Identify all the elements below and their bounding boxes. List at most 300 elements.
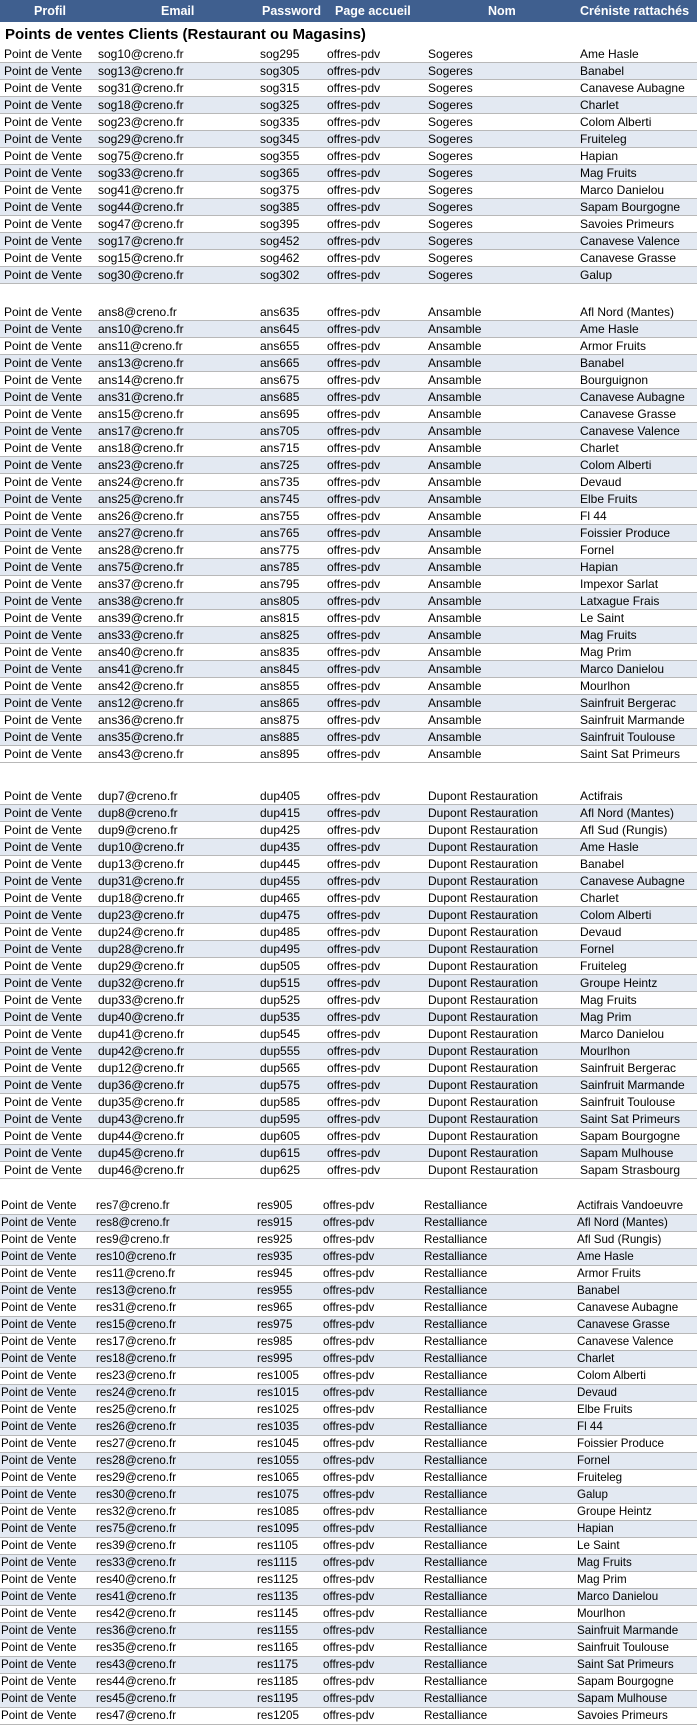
cell-email: res41@creno.fr	[96, 1590, 177, 1603]
cell-nom: Ansamble	[428, 560, 482, 574]
cell-password: res995	[257, 1352, 293, 1365]
cell-creniste: Mag Fruits	[577, 1556, 632, 1569]
cell-password: sog315	[260, 81, 300, 95]
cell-password: ans885	[260, 730, 300, 744]
cell-nom: Ansamble	[428, 713, 482, 727]
table-row	[0, 338, 697, 355]
cell-nom: Dupont Restauration	[428, 1163, 539, 1177]
cell-creniste: Savoies Primeurs	[580, 217, 675, 231]
cell-nom: Dupont Restauration	[428, 1095, 539, 1109]
cell-email: ans41@creno.fr	[98, 662, 184, 676]
cell-profil: Point de Vente	[4, 806, 83, 820]
cell-profil: Point de Vente	[1, 1386, 77, 1399]
table-row	[0, 267, 697, 284]
cell-password: res1065	[257, 1471, 299, 1484]
cell-page-accueil: offres-pdv	[327, 679, 381, 693]
table-row	[0, 440, 697, 457]
cell-password: ans775	[260, 543, 300, 557]
cell-nom: Restalliance	[424, 1539, 488, 1552]
cell-profil: Point de Vente	[4, 166, 83, 180]
cell-profil: Point de Vente	[1, 1505, 77, 1518]
cell-page-accueil: offres-pdv	[327, 407, 381, 421]
cell-email: dup8@creno.fr	[98, 806, 178, 820]
cell-page-accueil: offres-pdv	[323, 1505, 375, 1518]
table-row	[0, 182, 697, 199]
cell-profil: Point de Vente	[4, 628, 83, 642]
cell-page-accueil: offres-pdv	[327, 993, 381, 1007]
cell-nom: Sogeres	[428, 132, 473, 146]
cell-nom: Sogeres	[428, 234, 473, 248]
cell-page-accueil: offres-pdv	[323, 1454, 375, 1467]
cell-password: dup515	[260, 976, 301, 990]
table-row	[0, 627, 697, 644]
cell-creniste: Canavese Grasse	[580, 407, 677, 421]
cell-creniste: Mourlhon	[580, 679, 631, 693]
cell-profil: Point de Vente	[4, 1095, 83, 1109]
cell-email: res28@creno.fr	[96, 1454, 177, 1467]
table-row	[0, 958, 697, 975]
cell-page-accueil: offres-pdv	[327, 874, 381, 888]
cell-email: ans37@creno.fr	[98, 577, 184, 591]
table-row	[0, 80, 697, 97]
cell-page-accueil: offres-pdv	[327, 1061, 381, 1075]
cell-page-accueil: offres-pdv	[327, 305, 381, 319]
cell-profil: Point de Vente	[4, 560, 83, 574]
cell-page-accueil: offres-pdv	[323, 1386, 375, 1399]
column-header-bar	[0, 0, 697, 22]
cell-page-accueil: offres-pdv	[323, 1556, 375, 1569]
cell-password: dup485	[260, 925, 301, 939]
table-row	[0, 975, 697, 992]
cell-profil: Point de Vente	[4, 594, 83, 608]
cell-password: ans855	[260, 679, 300, 693]
cell-email: dup43@creno.fr	[98, 1112, 185, 1126]
cell-page-accueil: offres-pdv	[323, 1335, 375, 1348]
cell-nom: Ansamble	[428, 628, 482, 642]
table-row	[0, 525, 697, 542]
cell-nom: Ansamble	[428, 424, 482, 438]
table-row	[0, 890, 697, 907]
cell-password: dup555	[260, 1044, 301, 1058]
cell-password: ans825	[260, 628, 300, 642]
cell-creniste: Mag Fruits	[580, 993, 637, 1007]
cell-nom: Dupont Restauration	[428, 1027, 539, 1041]
table-row	[0, 941, 697, 958]
cell-nom: Ansamble	[428, 322, 482, 336]
cell-profil: Point de Vente	[4, 268, 83, 282]
cell-creniste: Canavese Grasse	[580, 251, 677, 265]
cell-nom: Dupont Restauration	[428, 806, 539, 820]
cell-nom: Dupont Restauration	[428, 1078, 539, 1092]
cell-email: res13@creno.fr	[96, 1284, 177, 1297]
table-row	[0, 1487, 697, 1504]
cell-profil: Point de Vente	[4, 509, 83, 523]
cell-profil: Point de Vente	[1, 1675, 77, 1688]
cell-creniste: Hapian	[580, 560, 619, 574]
cell-profil: Point de Vente	[1, 1692, 77, 1705]
cell-creniste: Sainfruit Marmande	[580, 1078, 685, 1092]
cell-nom: Ansamble	[428, 407, 482, 421]
cell-nom: Ansamble	[428, 679, 482, 693]
cell-nom: Ansamble	[428, 526, 482, 540]
cell-profil: Point de Vente	[4, 475, 83, 489]
cell-password: dup625	[260, 1163, 301, 1177]
cell-password: dup595	[260, 1112, 301, 1126]
cell-creniste: Sapam Strasbourg	[580, 1163, 681, 1177]
table-row	[0, 1111, 697, 1128]
cell-creniste: Canavese Aubagne	[580, 874, 685, 888]
cell-nom: Dupont Restauration	[428, 1061, 539, 1075]
cell-password: ans865	[260, 696, 300, 710]
cell-creniste: Mourlhon	[577, 1607, 626, 1620]
cell-creniste: Groupe Heintz	[580, 976, 658, 990]
cell-email: ans38@creno.fr	[98, 594, 184, 608]
table-row	[0, 250, 697, 267]
cell-nom: Sogeres	[428, 251, 473, 265]
table-row	[0, 746, 697, 763]
cell-password: res1195	[257, 1692, 299, 1705]
cell-creniste: Hapian	[580, 149, 619, 163]
table-row	[0, 423, 697, 440]
cell-creniste: Impexor Sarlat	[580, 577, 659, 591]
cell-password: res1125	[257, 1573, 299, 1586]
cell-password: dup575	[260, 1078, 301, 1092]
cell-password: res1135	[257, 1590, 299, 1603]
cell-email: res31@creno.fr	[96, 1301, 177, 1314]
cell-email: res15@creno.fr	[96, 1318, 177, 1331]
cell-password: res1035	[257, 1420, 299, 1433]
cell-email: res40@creno.fr	[96, 1573, 177, 1586]
cell-password: sog462	[260, 251, 300, 265]
cell-password: sog302	[260, 268, 300, 282]
cell-creniste: Afl Sud (Rungis)	[580, 823, 668, 837]
table-row	[0, 1606, 697, 1623]
cell-nom: Restalliance	[424, 1437, 488, 1450]
cell-nom: Ansamble	[428, 356, 482, 370]
cell-nom: Ansamble	[428, 662, 482, 676]
cell-profil: Point de Vente	[1, 1216, 77, 1229]
cell-profil: Point de Vente	[4, 322, 83, 336]
cell-nom: Dupont Restauration	[428, 891, 539, 905]
cell-email: res24@creno.fr	[96, 1386, 177, 1399]
table-row	[0, 372, 697, 389]
cell-email: res75@creno.fr	[96, 1522, 177, 1535]
cell-profil: Point de Vente	[4, 1078, 83, 1092]
cell-profil: Point de Vente	[1, 1471, 77, 1484]
table-row	[0, 559, 697, 576]
cell-page-accueil: offres-pdv	[323, 1692, 375, 1705]
cell-nom: Ansamble	[428, 509, 482, 523]
cell-nom: Dupont Restauration	[428, 908, 539, 922]
cell-email: ans39@creno.fr	[98, 611, 184, 625]
cell-nom: Restalliance	[424, 1471, 488, 1484]
cell-page-accueil: offres-pdv	[327, 730, 381, 744]
cell-page-accueil: offres-pdv	[327, 424, 381, 438]
cell-nom: Restalliance	[424, 1199, 488, 1212]
cell-email: ans8@creno.fr	[98, 305, 177, 319]
cell-page-accueil: offres-pdv	[327, 840, 381, 854]
cell-creniste: Ame Hasle	[580, 47, 639, 61]
cell-profil: Point de Vente	[4, 925, 83, 939]
cell-creniste: Mag Prim	[577, 1573, 627, 1586]
cell-nom: Dupont Restauration	[428, 1112, 539, 1126]
table-row	[0, 1162, 697, 1179]
cell-nom: Sogeres	[428, 200, 473, 214]
cell-page-accueil: offres-pdv	[327, 47, 381, 61]
cell-password: res1095	[257, 1522, 299, 1535]
cell-creniste: Actifrais	[580, 789, 623, 803]
cell-creniste: Sapam Mulhouse	[580, 1146, 674, 1160]
table-row	[0, 661, 697, 678]
cell-password: sog395	[260, 217, 300, 231]
cell-page-accueil: offres-pdv	[327, 251, 381, 265]
cell-page-accueil: offres-pdv	[327, 268, 381, 282]
table-row	[0, 474, 697, 491]
cell-nom: Restalliance	[424, 1675, 488, 1688]
cell-profil: Point de Vente	[4, 251, 83, 265]
table-row	[0, 644, 697, 661]
cell-nom: Restalliance	[424, 1590, 488, 1603]
cell-email: sog18@creno.fr	[98, 98, 184, 112]
cell-profil: Point de Vente	[4, 730, 83, 744]
cell-profil: Point de Vente	[1, 1301, 77, 1314]
cell-page-accueil: offres-pdv	[327, 789, 381, 803]
cell-creniste: Banabel	[580, 64, 625, 78]
cell-profil: Point de Vente	[4, 874, 83, 888]
cell-profil: Point de Vente	[4, 115, 83, 129]
cell-email: ans26@creno.fr	[98, 509, 184, 523]
cell-password: res1045	[257, 1437, 299, 1450]
cell-profil: Point de Vente	[4, 64, 83, 78]
table-row	[0, 216, 697, 233]
cell-password: res925	[257, 1233, 293, 1246]
cell-password: sog452	[260, 234, 300, 248]
cell-password: res1055	[257, 1454, 299, 1467]
cell-page-accueil: offres-pdv	[323, 1488, 375, 1501]
cell-creniste: Groupe Heintz	[577, 1505, 652, 1518]
cell-email: ans42@creno.fr	[98, 679, 184, 693]
cell-creniste: Mag Prim	[580, 1010, 632, 1024]
cell-email: dup18@creno.fr	[98, 891, 185, 905]
cell-email: ans28@creno.fr	[98, 543, 184, 557]
cell-creniste: Marco Danielou	[580, 662, 665, 676]
cell-password: ans685	[260, 390, 300, 404]
cell-profil: Point de Vente	[4, 1129, 83, 1143]
cell-nom: Restalliance	[424, 1488, 488, 1501]
cell-password: sog365	[260, 166, 300, 180]
cell-nom: Restalliance	[424, 1233, 488, 1246]
cell-creniste: Colom Alberti	[580, 115, 652, 129]
cell-profil: Point de Vente	[4, 373, 83, 387]
cell-nom: Restalliance	[424, 1284, 488, 1297]
cell-nom: Restalliance	[424, 1505, 488, 1518]
cell-nom: Sogeres	[428, 268, 473, 282]
table-row	[0, 508, 697, 525]
cell-email: res11@creno.fr	[96, 1267, 176, 1280]
cell-email: dup33@creno.fr	[98, 993, 185, 1007]
cell-email: sog13@creno.fr	[98, 64, 184, 78]
cell-password: ans695	[260, 407, 300, 421]
table-row	[0, 1691, 697, 1708]
cell-nom: Restalliance	[424, 1522, 488, 1535]
cell-creniste: Colom Alberti	[580, 908, 652, 922]
table-row	[0, 610, 697, 627]
cell-page-accueil: offres-pdv	[327, 1129, 381, 1143]
cell-password: dup505	[260, 959, 301, 973]
cell-profil: Point de Vente	[4, 1146, 83, 1160]
cell-email: ans27@creno.fr	[98, 526, 184, 540]
cell-password: sog355	[260, 149, 300, 163]
table-row	[0, 1538, 697, 1555]
cell-profil: Point de Vente	[1, 1335, 77, 1348]
table-row	[0, 1145, 697, 1162]
table-row	[0, 1043, 697, 1060]
cell-profil: Point de Vente	[1, 1488, 77, 1501]
cell-email: sog33@creno.fr	[98, 166, 184, 180]
cell-email: sog44@creno.fr	[98, 200, 184, 214]
cell-email: dup42@creno.fr	[98, 1044, 185, 1058]
table-row	[0, 992, 697, 1009]
cell-page-accueil: offres-pdv	[327, 115, 381, 129]
cell-password: res965	[257, 1301, 293, 1314]
cell-nom: Restalliance	[424, 1318, 488, 1331]
cell-email: dup41@creno.fr	[98, 1027, 185, 1041]
cell-email: sog47@creno.fr	[98, 217, 184, 231]
cell-profil: Point de Vente	[4, 441, 83, 455]
cell-page-accueil: offres-pdv	[327, 662, 381, 676]
cell-profil: Point de Vente	[1, 1539, 77, 1552]
cell-email: dup29@creno.fr	[98, 959, 185, 973]
cell-creniste: Foissier Produce	[577, 1437, 664, 1450]
cell-page-accueil: offres-pdv	[327, 1027, 381, 1041]
cell-email: dup46@creno.fr	[98, 1163, 185, 1177]
cell-nom: Ansamble	[428, 611, 482, 625]
table-row	[0, 1436, 697, 1453]
cell-creniste: Sapam Bourgogne	[580, 1129, 681, 1143]
cell-profil: Point de Vente	[4, 662, 83, 676]
cell-creniste: Devaud	[580, 925, 622, 939]
cell-creniste: Canavese Aubagne	[580, 81, 685, 95]
cell-profil: Point de Vente	[4, 356, 83, 370]
cell-email: res47@creno.fr	[96, 1709, 177, 1722]
cell-profil: Point de Vente	[1, 1352, 77, 1365]
table-row	[0, 1351, 697, 1368]
cell-email: sog10@creno.fr	[98, 47, 184, 61]
cell-nom: Sogeres	[428, 98, 473, 112]
cell-creniste: Sapam Bourgogne	[580, 200, 681, 214]
table-row	[0, 805, 697, 822]
cell-nom: Ansamble	[428, 577, 482, 591]
cell-password: dup495	[260, 942, 301, 956]
cell-profil: Point de Vente	[1, 1420, 77, 1433]
group-table-2	[0, 304, 697, 763]
cell-password: res915	[257, 1216, 293, 1229]
cell-nom: Restalliance	[424, 1420, 488, 1433]
cell-password: ans815	[260, 611, 300, 625]
cell-nom: Dupont Restauration	[428, 840, 539, 854]
cell-creniste: Colom Alberti	[580, 458, 652, 472]
cell-email: res25@creno.fr	[96, 1403, 177, 1416]
cell-nom: Ansamble	[428, 305, 482, 319]
cell-nom: Sogeres	[428, 81, 473, 95]
cell-creniste: Devaud	[580, 475, 622, 489]
cell-page-accueil: offres-pdv	[327, 942, 381, 956]
cell-creniste: Colom Alberti	[577, 1369, 646, 1382]
cell-email: dup9@creno.fr	[98, 823, 178, 837]
cell-nom: Sogeres	[428, 115, 473, 129]
cell-creniste: Charlet	[577, 1352, 615, 1365]
cell-email: dup40@creno.fr	[98, 1010, 185, 1024]
cell-profil: Point de Vente	[4, 1044, 83, 1058]
cell-profil: Point de Vente	[4, 1061, 83, 1075]
table-row	[0, 1060, 697, 1077]
cell-page-accueil: offres-pdv	[327, 132, 381, 146]
cell-page-accueil: offres-pdv	[327, 611, 381, 625]
cell-nom: Restalliance	[424, 1641, 488, 1654]
table-row	[0, 1094, 697, 1111]
cell-nom: Ansamble	[428, 492, 482, 506]
table-row	[0, 46, 697, 63]
cell-nom: Restalliance	[424, 1403, 488, 1416]
cell-page-accueil: offres-pdv	[327, 696, 381, 710]
cell-creniste: Canavese Aubagne	[577, 1301, 679, 1314]
cell-profil: Point de Vente	[4, 1163, 83, 1177]
table-row	[0, 1419, 697, 1436]
table-row	[0, 576, 697, 593]
header-nom: Nom	[488, 4, 516, 18]
cell-email: ans17@creno.fr	[98, 424, 184, 438]
table-row	[0, 131, 697, 148]
cell-nom: Sogeres	[428, 217, 473, 231]
cell-creniste: Latxague Frais	[580, 594, 660, 608]
cell-page-accueil: offres-pdv	[327, 200, 381, 214]
cell-password: res1115	[257, 1556, 298, 1569]
cell-profil: Point de Vente	[4, 1112, 83, 1126]
cell-nom: Restalliance	[424, 1386, 488, 1399]
cell-password: res1005	[257, 1369, 299, 1382]
cell-nom: Restalliance	[424, 1369, 488, 1382]
cell-profil: Point de Vente	[4, 424, 83, 438]
cell-page-accueil: offres-pdv	[327, 908, 381, 922]
cell-password: sog375	[260, 183, 300, 197]
cell-creniste: Afl Sud (Rungis)	[577, 1233, 662, 1246]
cell-password: dup525	[260, 993, 301, 1007]
cell-email: sog30@creno.fr	[98, 268, 184, 282]
cell-profil: Point de Vente	[1, 1199, 77, 1212]
cell-page-accueil: offres-pdv	[327, 543, 381, 557]
table-row	[0, 1385, 697, 1402]
cell-email: dup36@creno.fr	[98, 1078, 185, 1092]
cell-nom: Restalliance	[424, 1573, 488, 1586]
table-row	[0, 1198, 697, 1215]
cell-creniste: Marco Danielou	[580, 1027, 665, 1041]
cell-creniste: Sainfruit Marmande	[577, 1624, 679, 1637]
cell-creniste: Ame Hasle	[577, 1250, 634, 1263]
table-row	[0, 1009, 697, 1026]
table-row	[0, 389, 697, 406]
cell-page-accueil: offres-pdv	[323, 1284, 375, 1297]
cell-password: ans765	[260, 526, 300, 540]
cell-creniste: Sapam Bourgogne	[577, 1675, 674, 1688]
cell-email: dup28@creno.fr	[98, 942, 185, 956]
cell-creniste: Savoies Primeurs	[577, 1709, 668, 1722]
group-table-4	[0, 1198, 697, 1725]
cell-page-accueil: offres-pdv	[327, 806, 381, 820]
cell-password: dup435	[260, 840, 301, 854]
cell-creniste: Saint Sat Primeurs	[580, 747, 681, 761]
cell-creniste: Charlet	[580, 891, 619, 905]
cell-nom: Restalliance	[424, 1352, 488, 1365]
